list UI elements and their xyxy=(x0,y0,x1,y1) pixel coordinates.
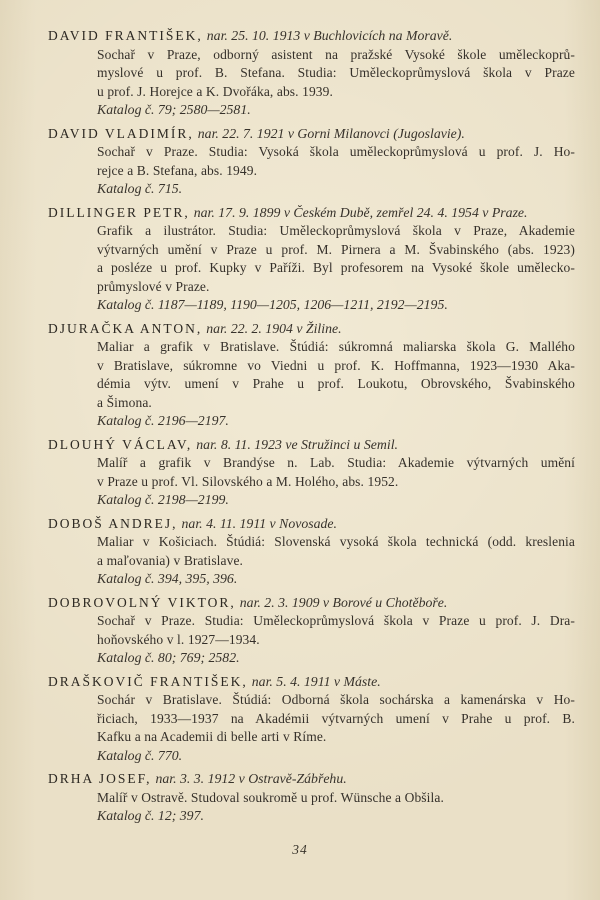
artist-birth-info: nar. 3. 3. 1912 v Ostravě-Zábřehu. xyxy=(155,771,347,786)
entry-body xyxy=(97,612,575,668)
entry-heading xyxy=(48,320,575,339)
entry-dobrovolny-viktor xyxy=(47,594,575,668)
entry-text-line: hoňovského v l. 1927—1934. xyxy=(97,631,260,647)
entry-body xyxy=(97,143,575,199)
entry-david-frantisek xyxy=(47,27,575,120)
entry-text-line: Maliar v Košiciach. Štúdiá: Slovenská vysoká škola technická (odd. kreslenia xyxy=(97,534,575,549)
entry-text-line: a maľovania) v Bratislave. xyxy=(97,552,244,568)
katalog-line: Katalog č. 2198—2199. xyxy=(97,492,229,507)
katalog-line: Katalog č. 1187—1189, 1190—1205, 1206—1211, 2192—2195. xyxy=(97,297,448,312)
entry-text-line: myslové u prof. B. Stefana. Studia: Uměleckoprůmyslová škola v Praze xyxy=(97,65,575,80)
artist-birth-info: nar. 17. 9. 1899 v Českém Dubě, zemřel 24. 4. 1954 v Praze. xyxy=(193,204,528,220)
entry-text-line: rejce a B. Stefana, abs. 1949. xyxy=(97,162,258,178)
artist-name: DRHA JOSEF, xyxy=(48,771,152,786)
page-number: 34 xyxy=(292,842,308,857)
artist-name: DLOUHÝ VÁCLAV, xyxy=(48,436,193,452)
entry-text-line: Sochař v Praze. Studia: Vysoká škola uměleckoprůmyslová u prof. J. Ho- xyxy=(97,144,575,159)
entry-dobos-andrej xyxy=(47,515,575,589)
entry-text-line: v Praze u prof. Vl. Silovského a M. Holého, abs. 1952. xyxy=(97,473,399,489)
entry-text-line: Sochár v Bratislave. Štúdiá: Odborná škola sochárska a kamenárska v Ho- xyxy=(97,692,575,707)
entry-body xyxy=(97,454,575,510)
entry-text-line: průmyslové v Praze. xyxy=(97,278,210,294)
artist-name: DRAŠKOVIČ FRANTIŠEK, xyxy=(48,673,248,689)
entry-body xyxy=(97,533,575,589)
entry-heading xyxy=(48,673,575,692)
entry-heading xyxy=(48,27,575,46)
entry-text-line: Maliar a grafik v Bratislave. Štúdiá: súkromná maliarska škola G. Mallého xyxy=(97,339,575,354)
artist-name: DAVID FRANTIŠEK, xyxy=(48,28,203,43)
entry-heading xyxy=(48,515,575,534)
artist-name: DOBROVOLNÝ VIKTOR, xyxy=(48,594,236,610)
artist-birth-info: nar. 25. 10. 1913 v Buchlovicích na Moravě. xyxy=(206,28,453,43)
entry-text-line: a posléze u prof. Kupky v Paříži. Byl profesorem na Vysoké škole umělecko- xyxy=(97,260,575,275)
entry-text-line: Kafku a na Academii di belle arti v Ríme. xyxy=(97,729,327,744)
artist-birth-info: nar. 5. 4. 1911 v Máste. xyxy=(251,673,381,689)
artist-name: DAVID VLADIMÍR, xyxy=(48,125,194,141)
entry-djuracka-anton xyxy=(47,320,575,431)
entry-body xyxy=(97,789,575,826)
entry-body xyxy=(97,691,575,765)
katalog-line: Katalog č. 80; 769; 2582. xyxy=(97,650,240,665)
entry-drha-josef xyxy=(47,770,575,826)
entry-text-line: démia výtv. umení v Prahe u prof. Loukotu, Obrovského, Švabinského xyxy=(97,376,575,391)
artist-birth-info: nar. 4. 11. 1911 v Novosade. xyxy=(181,515,337,531)
entry-david-vladimir xyxy=(47,125,575,199)
entry-text-line: Sochař v Praze, odborný asistent na pražské Vysoké škole uměleckoprů- xyxy=(97,46,575,62)
artist-birth-info: nar. 22. 7. 1921 v Gorni Milanovci (Jugoslavie). xyxy=(197,125,465,141)
entry-text-line: Sochař v Praze. Studia: Uměleckoprůmyslová škola v Praze u prof. J. Dra- xyxy=(97,613,575,628)
entry-body xyxy=(97,338,575,431)
entry-heading xyxy=(48,436,575,455)
katalog-line: Katalog č. 394, 395, 396. xyxy=(97,571,238,586)
entry-dlouhy-vaclav xyxy=(47,436,575,510)
entry-text-line: Malíř a grafik v Brandýse n. Lab. Studia: Akademie výtvarných umění xyxy=(97,455,575,470)
artist-name: DILLINGER PETR, xyxy=(48,204,190,220)
artist-birth-info: nar. 8. 11. 1923 ve Stružinci u Semil. xyxy=(196,436,398,452)
artist-birth-info: nar. 22. 2. 1904 v Žiline. xyxy=(206,320,342,336)
entry-body xyxy=(97,46,575,120)
artist-birth-info: nar. 2. 3. 1909 v Borové u Chotěboře. xyxy=(239,594,448,610)
entry-draskovic-frantisek xyxy=(47,673,575,766)
entry-text-line: řiciach, 1933—1937 na Akadémii výtvarných umení v Prahe u prof. B. xyxy=(97,710,575,726)
entry-heading xyxy=(48,770,575,789)
entry-text-line: výtvarných umění v Praze u prof. M. Pirnera a M. Švabinského (abs. 1923) xyxy=(97,241,575,257)
entry-dillinger-petr xyxy=(47,204,575,315)
artist-name: DJURAČKA ANTON, xyxy=(48,320,203,336)
entry-text-line: Malíř v Ostravě. Studoval soukromě u prof. Wünsche a Obšila. xyxy=(97,789,444,805)
entry-heading xyxy=(48,594,575,613)
entry-text-line: Grafik a ilustrátor. Studia: Uměleckoprůmyslová škola v Praze, Akademie xyxy=(97,223,575,238)
katalog-line: Katalog č. 12; 397. xyxy=(97,808,204,823)
entry-body xyxy=(97,222,575,315)
katalog-line: Katalog č. 715. xyxy=(97,181,183,196)
katalog-line: Katalog č. 79; 2580—2581. xyxy=(97,102,251,117)
katalog-line: Katalog č. 2196—2197. xyxy=(97,413,229,428)
entry-heading xyxy=(48,204,575,223)
artist-name: DOBOŠ ANDREJ, xyxy=(48,515,178,531)
entry-heading xyxy=(48,125,575,144)
katalog-line: Katalog č. 770. xyxy=(97,747,183,763)
entry-text-line: a Šimona. xyxy=(97,394,152,410)
entry-text-line: v Bratislave, súkromne vo Viedni u prof. K. Hoffmanna, 1923—1930 Aka- xyxy=(97,357,575,373)
entry-text-line: u prof. J. Horejce a K. Dvořáka, abs. 1939. xyxy=(97,83,333,99)
